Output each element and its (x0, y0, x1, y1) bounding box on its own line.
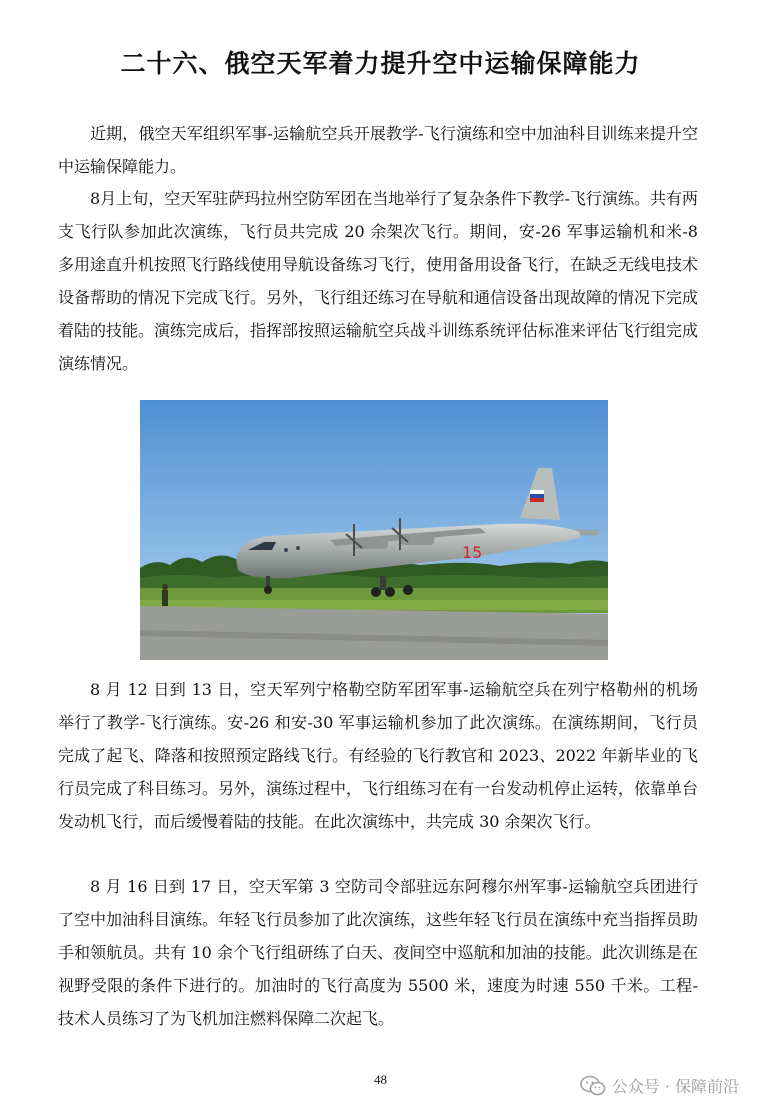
aircraft-number-text: 15 (462, 543, 483, 562)
watermark (580, 1074, 739, 1097)
watermark-text: 公众号 · 保障前沿 (611, 1077, 739, 1096)
paragraph-amur-refueling: 8 月 16 日到 17 日，空天军第 3 空防司令部驻远东阿穆尔州军事-运输航空兵团进行了空中加油科目演练。年轻飞行员参加了此次演练，这些年轻飞行员在演练中充当指挥员助手和领航员。共有 10 余个飞行组研练了白天、夜间空中巡航和加油的技能。此次训练是在视野受限的条件下进行的。加油时的飞行高度为 5500 米，速度为时速 550 千米。工程-技术人员练习了为飞机加注燃料保障二次起飞。 (58, 877, 699, 1028)
page-number: 48 (374, 1072, 387, 1087)
paragraph-intro: 近期，俄空天军组织军事-运输航空兵开展教学-飞行演练和空中加油科目训练来提升空中运输保障能力。 (58, 124, 698, 176)
paragraph-samara-exercise: 8月上旬，空天军驻萨玛拉州空防军团在当地举行了复杂条件下教学-飞行演练。共有两支飞行队参加此次演练，飞行员共完成 20 余架次飞行。期间，安-26 军事运输机和米-8 多用途直升机按照飞行路线使用导航设备练习飞行，使用备用设备飞行，在缺乏无线电技术设备帮助的情况下完成飞行。另外，飞行组还练习在导航和通信设备出现故障的情况下完成着陆的技能。演练完成后，指挥部按照运输航空兵战斗训练系统评估标准来评估飞行组完成演练情况。 (58, 189, 699, 373)
aircraft-photo (140, 400, 608, 660)
wechat-icon (580, 1075, 606, 1097)
paragraph-leningrad-exercise: 8 月 12 日到 13 日，空天军列宁格勒空防军团军事-运输航空兵在列宁格勒州的机场举行了教学-飞行演练。安-26 和安-30 军事运输机参加了此次演练。在演练期间，飞行员完成了起飞、降落和按照预定路线飞行。有经验的飞行教官和 2023、2022 年新毕业的飞行员完成了科目练习。另外，演练过程中，飞行组练习在有一台发动机停止运转，依靠单台发动机飞行，而后缓慢着陆的技能。在此次演练中，共完成 30 余架次飞行。 (58, 680, 699, 831)
page-title: 二十六、俄空天军着力提升空中运输保障能力 (120, 49, 641, 78)
